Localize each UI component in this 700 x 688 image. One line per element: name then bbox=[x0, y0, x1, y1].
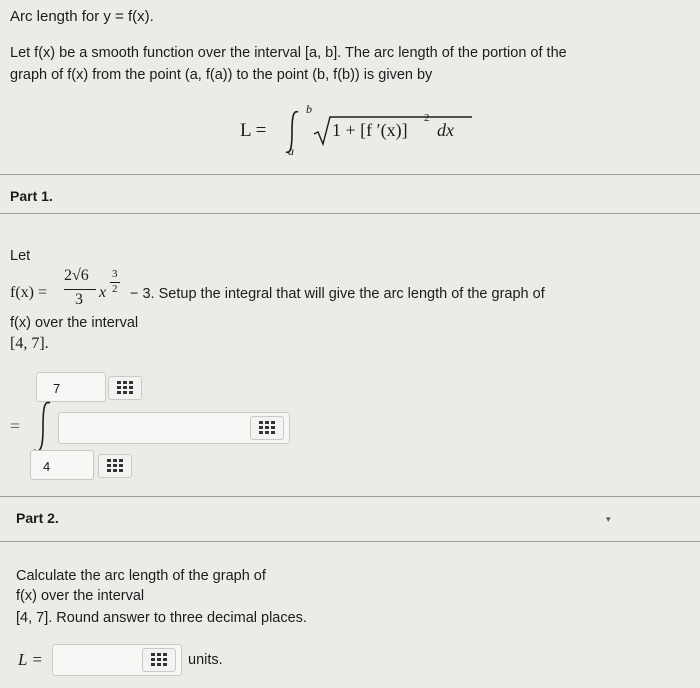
keypad-icon bbox=[259, 421, 275, 435]
answer-keypad-button[interactable] bbox=[142, 648, 176, 672]
integrand-keypad-button[interactable] bbox=[250, 416, 284, 440]
page-title: Arc length for y = f(x). bbox=[10, 8, 154, 25]
formula-dx: dx bbox=[437, 120, 454, 140]
integral-sign-icon bbox=[28, 400, 56, 456]
upper-limit-value: 7 bbox=[53, 381, 61, 396]
keypad-icon bbox=[117, 381, 133, 395]
x-variable: x bbox=[99, 284, 107, 301]
lower-limit-value: 4 bbox=[43, 459, 51, 474]
exponent-numerator: 3 bbox=[112, 268, 118, 280]
part1-interval: [4, 7]. bbox=[10, 335, 49, 352]
part1-label: Part 1. bbox=[10, 188, 53, 204]
part1-let: Let bbox=[10, 248, 31, 264]
caret-down-icon[interactable]: ▾ bbox=[606, 514, 611, 524]
upper-limit-input[interactable] bbox=[36, 372, 106, 402]
divider bbox=[0, 541, 700, 542]
part1-line2: f(x) over the interval bbox=[10, 315, 139, 331]
arc-length-formula bbox=[228, 100, 488, 160]
upper-limit-keypad-button[interactable] bbox=[108, 376, 142, 400]
function-definition bbox=[10, 266, 700, 314]
function-tail-text: − 3. Setup the integral that will give the arc length of the graph of bbox=[130, 286, 545, 302]
formula-exponent: 2 bbox=[424, 112, 430, 124]
part2-line1: Calculate the arc length of the graph of bbox=[16, 568, 266, 584]
equals-sign: = bbox=[10, 416, 21, 436]
part2-line3: [4, 7]. Round answer to three decimal places. bbox=[16, 610, 307, 626]
answer-lhs: L = bbox=[18, 650, 43, 669]
intro-line-1: Let f(x) be a smooth function over the interval [a, b]. The arc length of the portion of the bbox=[10, 45, 567, 61]
exponent-denominator: 2 bbox=[112, 283, 118, 295]
fx-lhs: f(x) = bbox=[10, 284, 48, 301]
keypad-icon bbox=[107, 459, 123, 473]
intro-text bbox=[10, 42, 690, 86]
coef-numerator: 2√6 bbox=[64, 267, 89, 284]
units-label: units. bbox=[188, 652, 223, 668]
formula-body: 1 + [f ′(x)] bbox=[332, 120, 408, 140]
coef-denominator: 3 bbox=[75, 291, 83, 308]
part2-line2: f(x) over the interval bbox=[16, 588, 145, 604]
formula-lhs: L = bbox=[240, 120, 267, 141]
part2-label: Part 2. bbox=[16, 510, 59, 526]
keypad-icon bbox=[151, 653, 167, 667]
formula-upper-limit: b bbox=[306, 102, 312, 116]
divider bbox=[0, 174, 700, 175]
intro-line-2: graph of f(x) from the point (a, f(a)) to the point (b, f(b)) is given by bbox=[10, 67, 433, 83]
formula-lower-limit: a bbox=[288, 144, 294, 158]
lower-limit-keypad-button[interactable] bbox=[98, 454, 132, 478]
lower-limit-input[interactable] bbox=[30, 450, 94, 480]
divider bbox=[0, 213, 700, 214]
fraction-bar bbox=[64, 289, 96, 290]
divider bbox=[0, 496, 700, 497]
